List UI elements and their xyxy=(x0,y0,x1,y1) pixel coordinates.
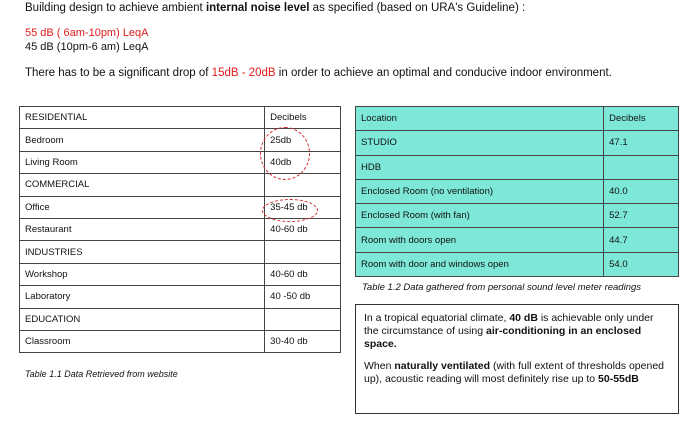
table-cell: Laboratory xyxy=(20,286,265,308)
note-bold: 50-55dB xyxy=(598,373,639,385)
table-header-cell: Decibels xyxy=(604,107,679,131)
night-level: 45 dB (10pm-6 am) LeqA xyxy=(25,41,149,53)
table-cell: 47.1 xyxy=(604,131,679,155)
table-cell: 40-60 db xyxy=(265,218,341,240)
table-cell: Restaurant xyxy=(20,218,265,240)
meter-readings-table xyxy=(355,106,679,277)
table-row xyxy=(20,330,341,352)
table-cell: Enclosed Room (with fan) xyxy=(356,204,604,228)
table-header-row xyxy=(20,107,341,129)
table-cell: 35-45 db xyxy=(265,196,341,218)
table-row xyxy=(356,131,679,155)
table-cell: STUDIO xyxy=(356,131,604,155)
drop-prefix: There has to be a significant drop of xyxy=(25,67,212,79)
table-row xyxy=(356,252,679,276)
table-cell xyxy=(265,241,341,263)
table-row xyxy=(20,263,341,285)
table-cell: Bedroom xyxy=(20,129,265,151)
drop-text xyxy=(25,67,612,79)
drop-highlight: 15dB - 20dB xyxy=(211,67,276,79)
table-cell: 40 -50 db xyxy=(265,286,341,308)
note-text: is achievable only under the circumstance of using xyxy=(364,312,654,337)
note-bold: naturally ventilated xyxy=(394,360,491,372)
note-paragraph-1 xyxy=(364,312,670,351)
table-row xyxy=(20,241,341,263)
table-row xyxy=(356,204,679,228)
intro-bold: internal noise level xyxy=(205,2,310,14)
table-cell: Enclosed Room (no ventilation) xyxy=(356,179,604,203)
table-row xyxy=(356,228,679,252)
table-cell: 44.7 xyxy=(604,228,679,252)
annotation-ring-office xyxy=(262,199,318,222)
annotation-ring-residential xyxy=(260,127,310,180)
note-paragraph-2 xyxy=(364,360,670,386)
table-cell: INDUSTRIES xyxy=(20,241,265,263)
table-cell: 40-60 db xyxy=(265,263,341,285)
intro-text xyxy=(25,2,525,14)
table2-caption: Table 1.2 Data gathered from personal sound level meter readings xyxy=(362,282,642,293)
table-cell xyxy=(265,308,341,330)
note-text: When xyxy=(364,360,395,372)
table-header-cell: Location xyxy=(356,107,604,131)
table-row xyxy=(20,308,341,330)
note-text: (with full extent of thresholds opened up), acoustic reading will most definitely rise up to xyxy=(364,360,664,385)
note-bold: air-conditioning in an enclosed space. xyxy=(364,325,642,350)
table-cell: 30-40 db xyxy=(265,330,341,352)
table-cell: 40.0 xyxy=(604,179,679,203)
table-cell: Workshop xyxy=(20,263,265,285)
table-header-cell: RESIDENTIAL xyxy=(20,107,265,129)
intro-suffix: as specified (based on URA's Guideline) : xyxy=(309,2,526,14)
table-cell: COMMERCIAL xyxy=(20,174,265,196)
intro-prefix: Building design to achieve ambient xyxy=(25,2,206,14)
table-row xyxy=(356,179,679,203)
table-cell: Office xyxy=(20,196,265,218)
day-level: 55 dB ( 6am-10pm) LeqA xyxy=(25,27,149,39)
table-header-row xyxy=(356,107,679,131)
table-header-cell: Decibels xyxy=(265,107,341,129)
table-cell: Living Room xyxy=(20,151,265,173)
table-cell: 25db xyxy=(265,129,341,151)
table1-caption: Table 1.1 Data Retrieved from website xyxy=(25,369,178,379)
table-cell: 52.7 xyxy=(604,204,679,228)
table-row xyxy=(356,155,679,179)
table-cell: Classroom xyxy=(20,330,265,352)
table-row xyxy=(20,286,341,308)
table-cell: 40db xyxy=(265,151,341,173)
climate-note-box xyxy=(355,304,679,414)
table-cell: Room with door and windows open xyxy=(356,252,604,276)
drop-suffix: in order to achieve an optimal and conducive indoor environment. xyxy=(275,67,612,79)
table-cell: HDB xyxy=(356,155,604,179)
table-cell: EDUCATION xyxy=(20,308,265,330)
table-cell: Room with doors open xyxy=(356,228,604,252)
note-bold: 40 dB xyxy=(509,312,538,324)
table-cell xyxy=(604,155,679,179)
table-cell: 54.0 xyxy=(604,252,679,276)
note-text: In a tropical equatorial climate, xyxy=(364,312,510,324)
